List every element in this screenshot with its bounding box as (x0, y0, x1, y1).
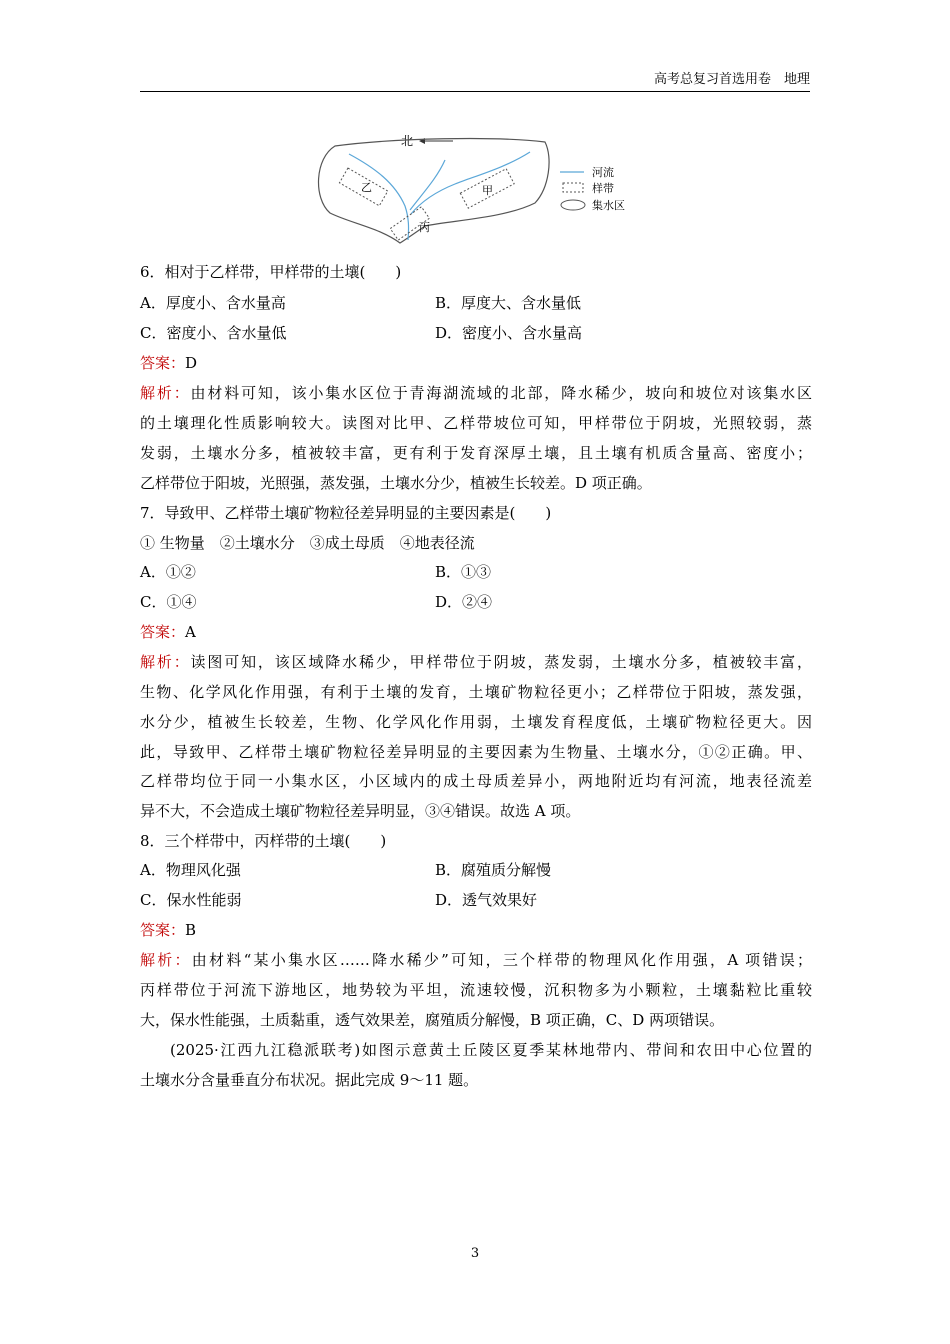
river-main (349, 154, 409, 240)
rivers (349, 152, 530, 240)
q7-analysis-line-2: 生物、化学风化作用强，有利于土壤的发育，土壤矿物粒径更小；乙样带位于阳坡，蒸发强， (140, 683, 812, 701)
q7-answer-label: 答案： (140, 623, 186, 641)
q6-answer (140, 348, 812, 378)
q7-stem: 7．导致甲、乙样带土壤矿物粒径差异明显的主要因素是( ) (140, 504, 552, 522)
q8-analysis-line-1 (140, 945, 812, 975)
intro-line-1: (2025·江西九江稳派联考)如图示意黄土丘陵区夏季某林地带内、带间和农田中心位置的 (170, 1041, 812, 1059)
q8-stem: 8．三个样带中，丙样带的土壤( ) (140, 832, 387, 850)
q7-option-row-1 (140, 557, 812, 587)
q6-option-row-1 (140, 288, 812, 318)
q7-analysis-line-5: 乙样带均位于同一小集水区，小区域内的成土母质差异小，两地附近均有河流，地表径流差 (140, 772, 812, 790)
q8-analysis-text-1: 由材料“某小集水区……降水稀少”可知，三个样带的物理风化作用强，A 项错误； (191, 951, 812, 969)
q6-option-a: A．厚度小、含水量高 (140, 294, 286, 312)
label-bing: 丙 (419, 221, 430, 234)
q6-option-c: C．密度小、含水量低 (140, 324, 287, 342)
legend-catchment-icon (561, 200, 585, 210)
q7-analysis-line-1 (140, 647, 812, 677)
river-middle (410, 160, 445, 210)
q8-analysis-line-3: 大，保水性能强，土质黏重，透气效果差，腐殖质分解慢，B 项正确，C、D 两项错误。 (140, 1011, 725, 1029)
page-number: 3 (470, 1246, 480, 1261)
q6-option-d: D．密度小、含水量高 (435, 324, 583, 342)
q8-option-a: A．物理风化强 (140, 861, 241, 879)
q6-analysis-line-2: 的土壤理化性质影响较大。读图对比甲、乙样带坡位可知，甲样带位于阴坡，光照较弱，蒸 (140, 414, 812, 432)
q7-analysis-line-6: 异不大，不会造成土壤矿物粒径差异明显，③④错误。故选 A 项。 (140, 802, 581, 820)
q6-answer-value: D (185, 354, 198, 372)
legend-transect-label: 样带 (592, 182, 614, 195)
q8-option-row-1 (140, 855, 812, 885)
intro-line-2: 土壤水分含量垂直分布状况。据此完成 9～11 题。 (140, 1071, 479, 1089)
q8-analysis-line-2: 丙样带位于河流下游地区，地势较为平坦，流速较慢，沉积物多为小颗粒，土壤黏粒比重较 (140, 981, 812, 999)
q8-answer-value: B (185, 921, 197, 939)
q7-option-b: B．①③ (435, 563, 492, 581)
q7-answer-value: A (185, 623, 196, 641)
q7-option-c: C．①④ (140, 593, 197, 611)
q8-option-c: C．保水性能弱 (140, 891, 242, 909)
legend-catchment-label: 集水区 (592, 199, 625, 212)
north-label: 北 (401, 134, 414, 148)
q6-analysis-label: 解析： (140, 384, 191, 402)
q6-option-row-2 (140, 318, 812, 348)
page-header (140, 68, 810, 92)
label-yi: 乙 (361, 181, 372, 194)
q8-answer (140, 915, 812, 945)
q7-answer (140, 617, 812, 647)
legend-river-label: 河流 (592, 166, 614, 179)
q7-analysis-text-1: 读图可知，该区域降水稀少，甲样带位于阴坡，蒸发弱，土壤水分多，植被较丰富， (190, 653, 812, 671)
label-jia: 甲 (482, 184, 493, 197)
q6-analysis-line-3: 发弱，土壤水分多，植被较丰富，更有利于发育深厚土壤，且土壤有机质含量高、密度小； (140, 444, 812, 462)
q7-option-d: D．②④ (435, 593, 493, 611)
catchment-figure (305, 128, 655, 248)
river-right (411, 152, 530, 214)
q6-analysis-line-4: 乙样带位于阳坡，光照强，蒸发强，土壤水分少，植被生长较差。D 项正确。 (140, 474, 652, 492)
header-text: 高考总复习首选用卷 地理 (653, 72, 810, 87)
q6-analysis-text-1: 由材料可知，该小集水区位于青海湖流域的北部，降水稀少，坡向和坡位对该集水区 (190, 384, 812, 402)
q7-option-row-2 (140, 587, 812, 617)
q6-option-b: B．厚度大、含水量低 (435, 294, 582, 312)
q7-analysis-label: 解析： (140, 653, 191, 671)
q6-stem: 6．相对于乙样带，甲样带的土壤( ) (140, 263, 402, 281)
q6-answer-label: 答案： (140, 354, 186, 372)
legend-transect-icon (563, 183, 583, 192)
q7-analysis-line-4: 此，导致甲、乙样带土壤矿物粒径差异明显的主要因素为生物量、土壤水分，①②正确。甲、 (140, 743, 812, 761)
q7-option-a: A．①② (140, 563, 196, 581)
q8-option-d: D．透气效果好 (435, 891, 538, 909)
q8-answer-label: 答案： (140, 921, 186, 939)
q8-option-b: B．腐殖质分解慢 (435, 861, 552, 879)
q8-analysis-label: 解析： (140, 951, 192, 969)
q7-analysis-line-3: 水分少，植被生长较差，生物、化学风化作用弱，土壤发育程度低，土壤矿物粒径更大。因 (140, 713, 812, 731)
q7-options-line: ① 生物量 ②土壤水分 ③成土母质 ④地表径流 (140, 534, 475, 552)
q6-analysis-line-1 (140, 378, 812, 408)
q8-option-row-2 (140, 885, 812, 915)
